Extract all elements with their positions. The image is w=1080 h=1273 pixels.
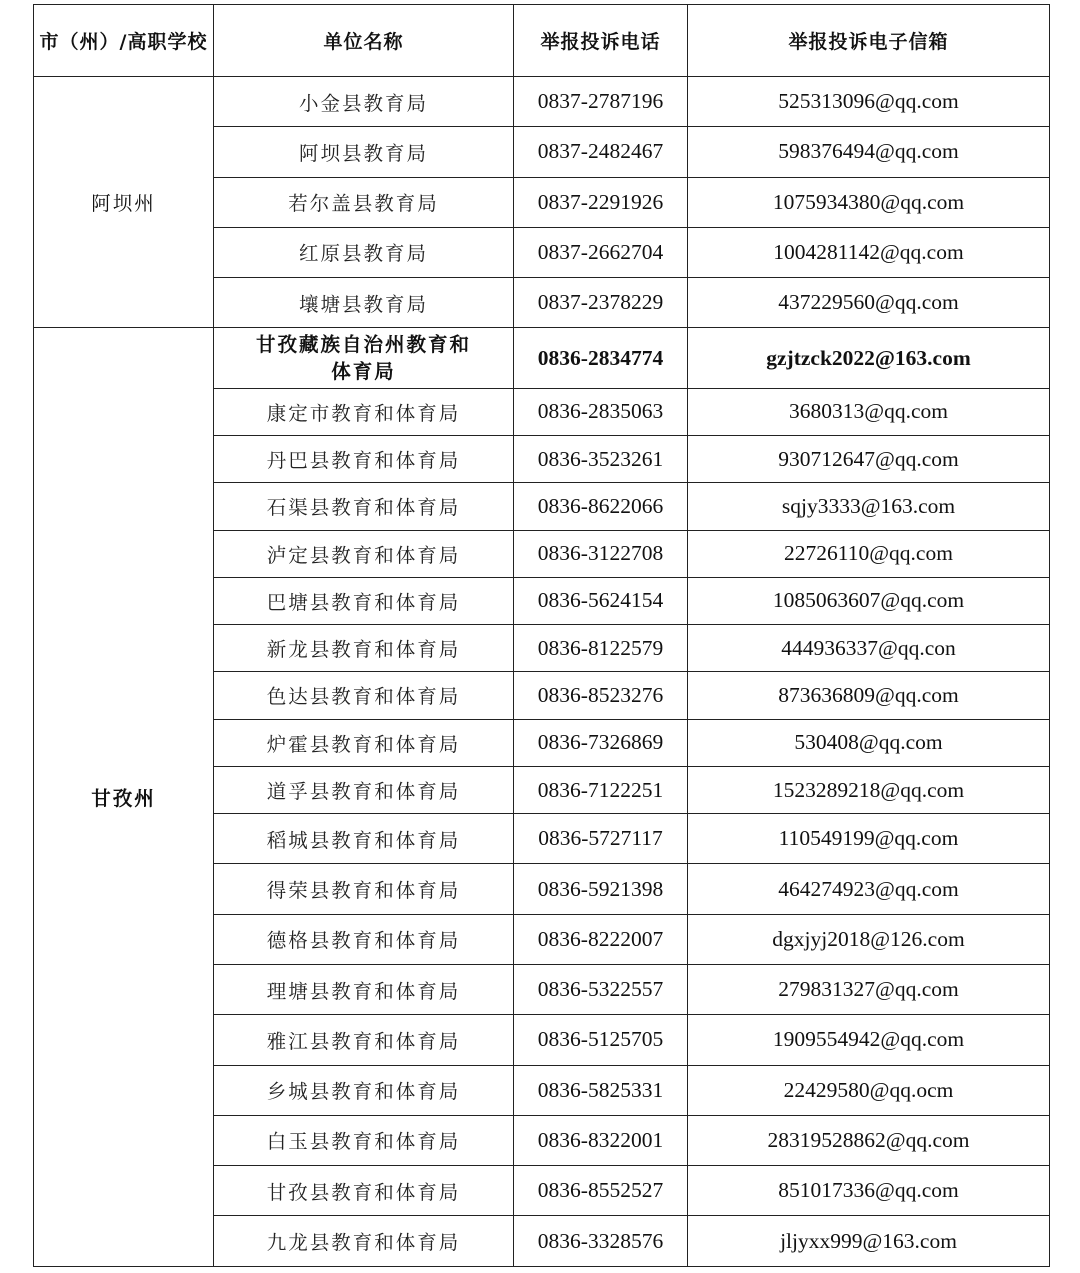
phone-cell: 0836-5921398 [514,864,688,914]
email-cell: gzjtzck2022@163.com [688,328,1050,388]
header-unit: 单位名称 [214,5,514,77]
email-cell: 3680313@qq.com [688,388,1050,435]
email-cell: 437229560@qq.com [688,278,1050,328]
unit-cell: 壤塘县教育局 [214,278,514,328]
email-cell: 851017336@qq.com [688,1166,1050,1216]
phone-cell: 0836-8622066 [514,483,688,530]
table-row-highlight [34,328,1050,388]
email-cell: 1523289218@qq.com [688,766,1050,813]
unit-cell: 康定市教育和体育局 [214,388,514,435]
unit-cell: 巴塘县教育和体育局 [214,577,514,624]
email-cell: 22726110@qq.com [688,530,1050,577]
city-cell-ganzi: 甘孜州 [34,328,214,1267]
phone-cell: 0836-5125705 [514,1015,688,1065]
unit-cell: 乡城县教育和体育局 [214,1065,514,1115]
unit-cell: 道孚县教育和体育局 [214,766,514,813]
unit-cell: 九龙县教育和体育局 [214,1216,514,1267]
unit-cell: 稻城县教育和体育局 [214,814,514,864]
contact-table-sheet [33,4,1049,1267]
phone-cell: 0837-2378229 [514,278,688,328]
unit-cell: 泸定县教育和体育局 [214,530,514,577]
unit-cell: 色达县教育和体育局 [214,672,514,719]
contact-table [33,4,1050,1267]
email-cell: 444936337@qq.con [688,625,1050,672]
city-cell-aba: 阿坝州 [34,77,214,328]
email-cell: 279831327@qq.com [688,964,1050,1014]
phone-cell: 0836-8523276 [514,672,688,719]
phone-cell: 0837-2787196 [514,77,688,127]
phone-cell: 0836-8122579 [514,625,688,672]
unit-cell: 雅江县教育和体育局 [214,1015,514,1065]
email-cell: 1075934380@qq.com [688,177,1050,227]
header-row [34,5,1050,77]
unit-cell: 炉霍县教育和体育局 [214,719,514,766]
phone-cell: 0836-3523261 [514,436,688,483]
email-cell: 873636809@qq.com [688,672,1050,719]
email-cell: dgxjyj2018@126.com [688,914,1050,964]
phone-cell: 0837-2482467 [514,127,688,177]
email-cell: 530408@qq.com [688,719,1050,766]
unit-cell: 理塘县教育和体育局 [214,964,514,1014]
phone-cell: 0836-2835063 [514,388,688,435]
phone-cell: 0836-3328576 [514,1216,688,1267]
unit-cell: 若尔盖县教育局 [214,177,514,227]
email-cell: 22429580@qq.ocm [688,1065,1050,1115]
unit-cell: 得荣县教育和体育局 [214,864,514,914]
email-cell: 1085063607@qq.com [688,577,1050,624]
phone-cell: 0836-5322557 [514,964,688,1014]
unit-cell: 甘孜县教育和体育局 [214,1166,514,1216]
email-cell: 1909554942@qq.com [688,1015,1050,1065]
email-cell: 1004281142@qq.com [688,227,1050,277]
email-cell: 110549199@qq.com [688,814,1050,864]
header-email: 举报投诉电子信箱 [688,5,1050,77]
phone-cell: 0836-7326869 [514,719,688,766]
unit-cell: 石渠县教育和体育局 [214,483,514,530]
unit-cell: 红原县教育局 [214,227,514,277]
header-city: 市（州）/高职学校 [34,5,214,77]
unit-cell: 小金县教育局 [214,77,514,127]
phone-cell: 0836-8322001 [514,1115,688,1165]
phone-cell: 0836-8222007 [514,914,688,964]
email-cell: 598376494@qq.com [688,127,1050,177]
unit-cell: 新龙县教育和体育局 [214,625,514,672]
phone-cell: 0836-2834774 [514,328,688,388]
email-cell: 930712647@qq.com [688,436,1050,483]
unit-cell: 阿坝县教育局 [214,127,514,177]
phone-cell: 0836-5624154 [514,577,688,624]
email-cell: jljyxx999@163.com [688,1216,1050,1267]
phone-cell: 0836-8552527 [514,1166,688,1216]
email-cell: 28319528862@qq.com [688,1115,1050,1165]
unit-cell: 丹巴县教育和体育局 [214,436,514,483]
phone-cell: 0836-3122708 [514,530,688,577]
phone-cell: 0836-5727117 [514,814,688,864]
email-cell: 525313096@qq.com [688,77,1050,127]
header-phone: 举报投诉电话 [514,5,688,77]
phone-cell: 0836-5825331 [514,1065,688,1115]
table-row [34,77,1050,127]
phone-cell: 0837-2662704 [514,227,688,277]
phone-cell: 0837-2291926 [514,177,688,227]
email-cell: sqjy3333@163.com [688,483,1050,530]
email-cell: 464274923@qq.com [688,864,1050,914]
unit-cell: 白玉县教育和体育局 [214,1115,514,1165]
unit-cell: 甘孜藏族自治州教育和体育局 [214,328,514,388]
unit-cell: 德格县教育和体育局 [214,914,514,964]
phone-cell: 0836-7122251 [514,766,688,813]
